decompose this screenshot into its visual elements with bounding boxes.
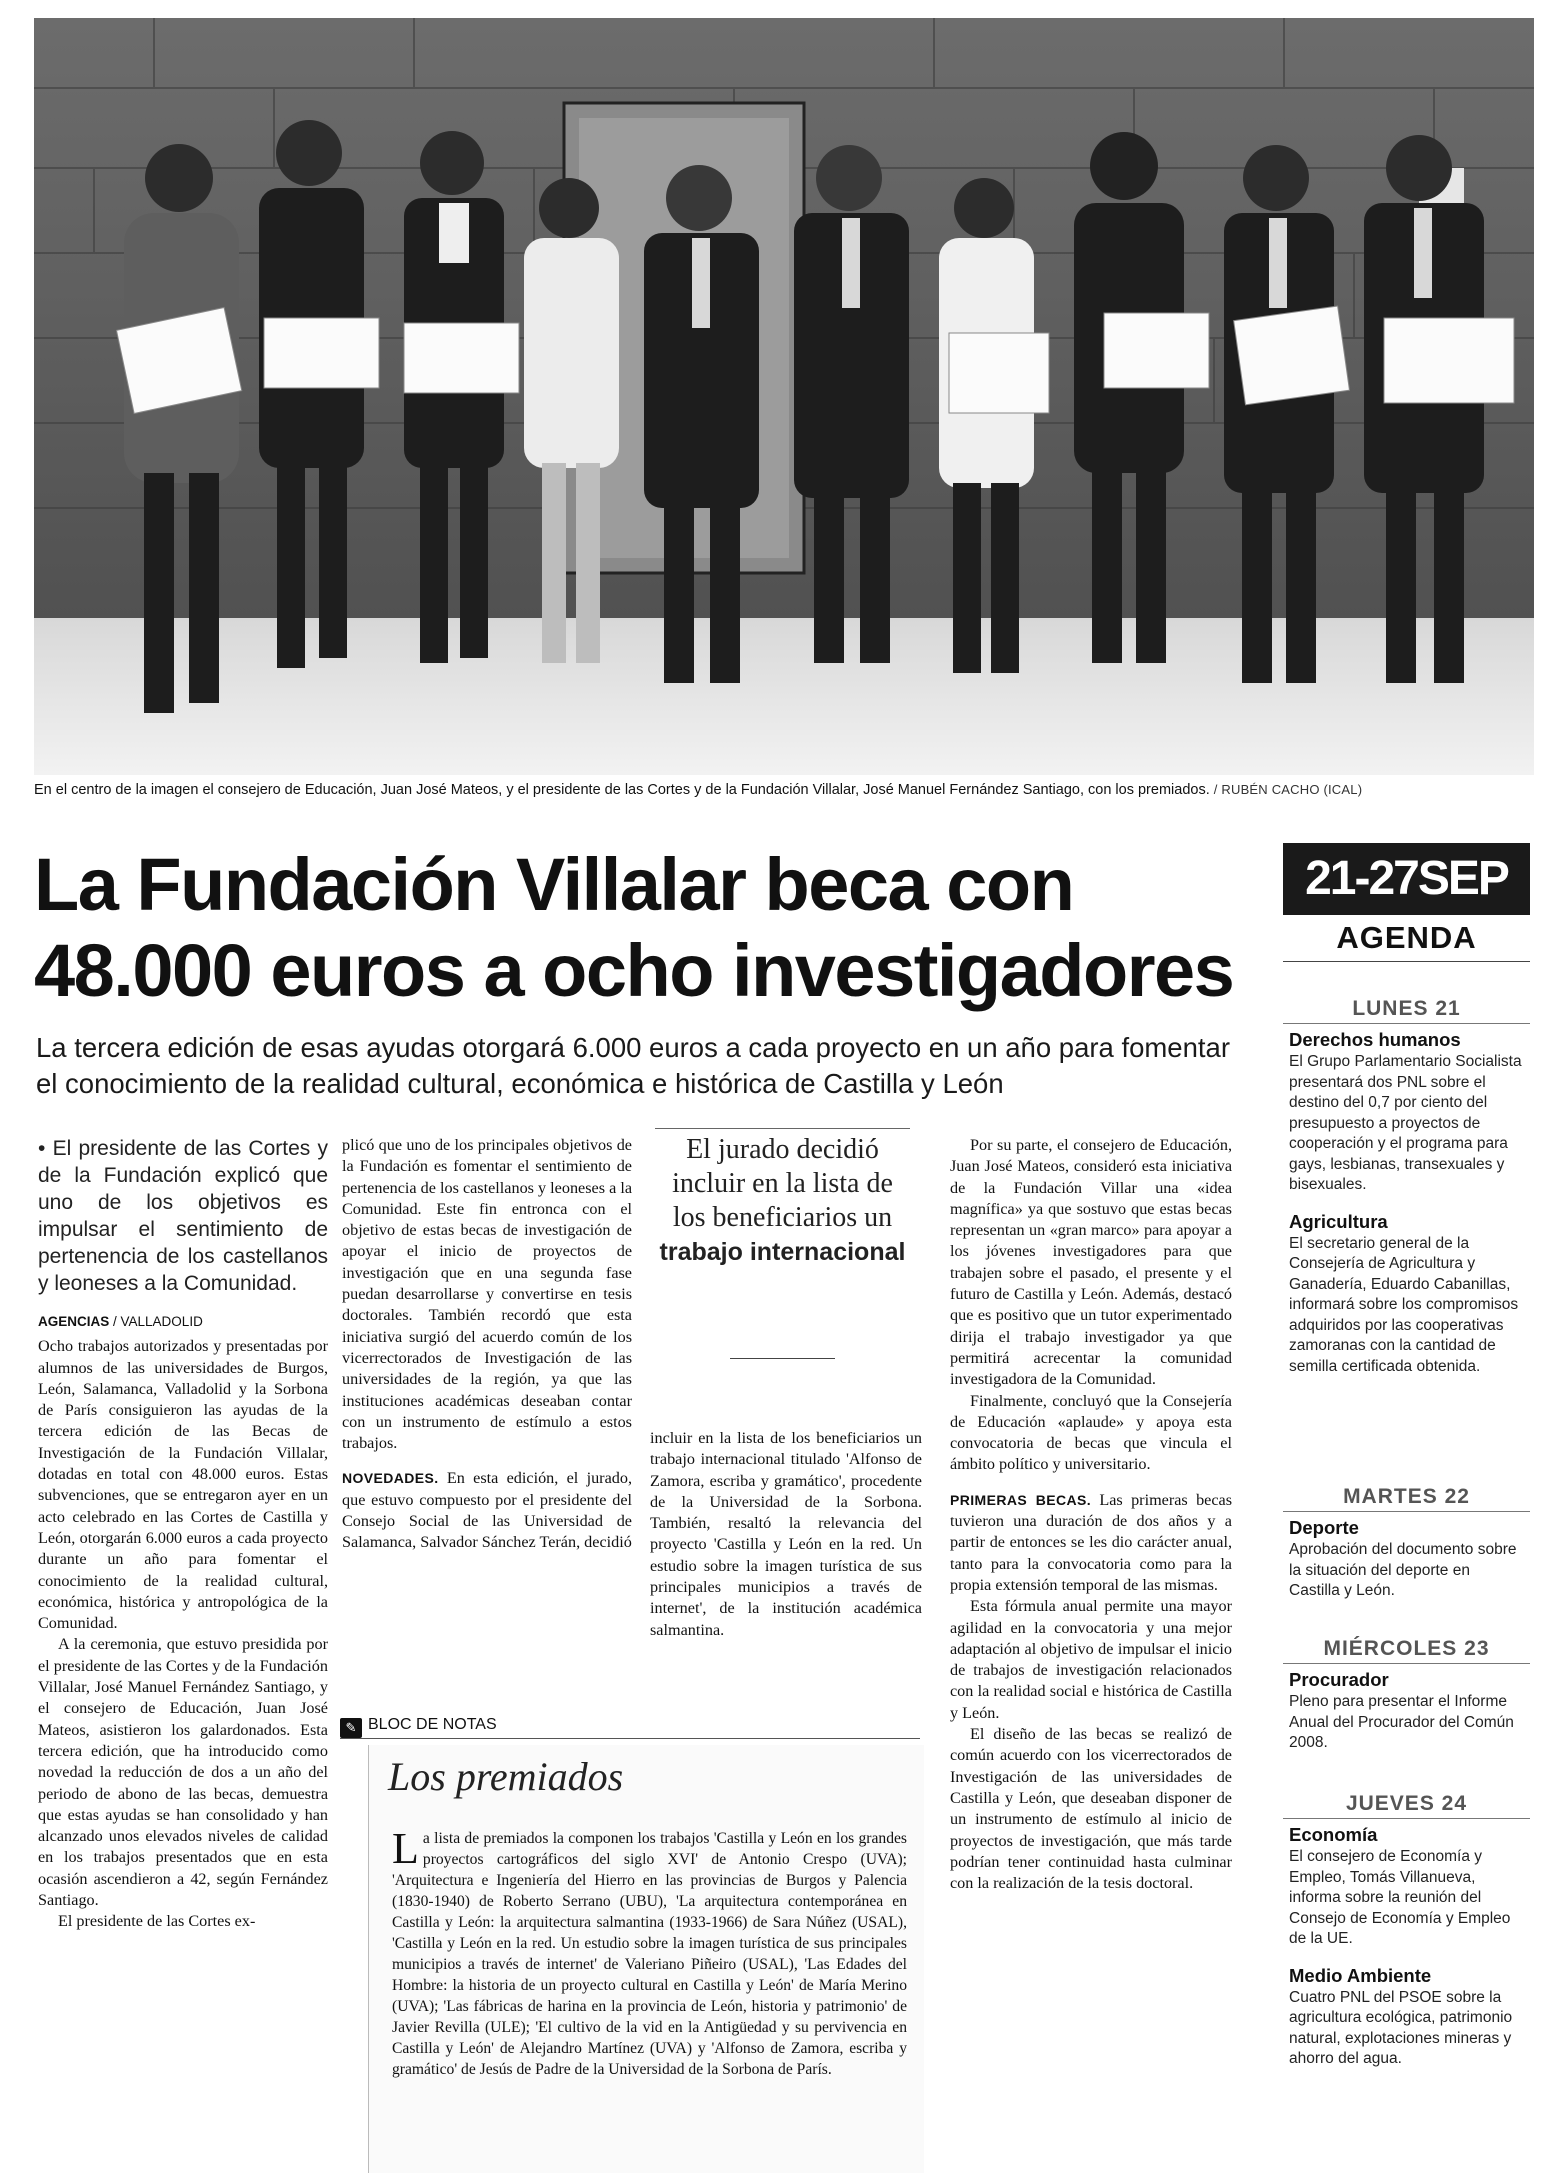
agenda-item-body: El consejero de Economía y Empleo, Tomás Villanueva, informa sobre la reunión del Consejo de Economía y Empleo de la UE. xyxy=(1289,1848,1511,1947)
pullquote-text: El jurado decidió incluir en la lista de los beneficiarios un xyxy=(672,1134,893,1233)
paragraph: El presidente de las Cortes ex- xyxy=(58,1912,256,1931)
agenda-item-heading: Derechos humanos xyxy=(1289,1029,1461,1050)
photo-credit: / RUBÉN CACHO (ICAL) xyxy=(1213,782,1363,797)
agenda-day-martes xyxy=(1283,1483,1530,1602)
paragraph-text: Las primeras becas tuvieron una duración de dos años y a partir de entonces se les dio carácter anual, tanto para la convocatoria como para la propia extensión temporal de las mismas. xyxy=(950,1490,1233,1594)
headline xyxy=(34,842,1264,1014)
section-runin: NOVEDADES. xyxy=(342,1470,439,1487)
agenda-dates: 21-27SEP xyxy=(1283,843,1530,915)
agenda-day-lunes xyxy=(1283,995,1530,1377)
paragraph: El diseño de las becas se realizó de común acuerdo con los vicerrectorados de Investigación de las universidades de Castilla y León, que deseaban disponer de un instrumento de estímulo al inicio de proyectos de investigación, que más tarde podrían tener continuidad hasta culminar con la realización de la tesis doctoral. xyxy=(950,1725,1232,1893)
byline-agency: AGENCIAS xyxy=(38,1314,110,1329)
agenda-item-heading: Economía xyxy=(1289,1824,1378,1845)
agenda-day-label: MIÉRCOLES 23 xyxy=(1283,1635,1530,1664)
agenda-item-heading: Medio Ambiente xyxy=(1289,1964,1432,1986)
bloc-title: Los premiados xyxy=(388,1754,624,1799)
agenda-item-body: El Grupo Parlamentario Socialista presentará dos PNL sobre el destino del 0,7 por ciento del presupuesto a proyectos de cooperación y el programa para gays, lesbianas, transexuales y bisexuales. xyxy=(1289,1053,1522,1193)
paragraph xyxy=(950,1490,1232,1596)
group-photo-illustration xyxy=(34,18,1534,775)
bloc-body: a lista de premiados la componen los trabajos 'Castilla y León en los grandes proyectos cartográficos del siglo XVI' de Antonio Crespo (UVA); 'Arquitectura e Ingeniería del Hierro en las provincias de Burgos y Palencia (1830-1940) de Roberto Serrano (UBU), 'La arquitectura contemporánea en Castilla y León: la arquitectura salmantina (1933-1966) de Sara Núñez (USAL), 'Castilla y León en la red. Un estudio sobre la imagen turística de sus principales municipios a través de internet' de Valeriano Piñeiro (USAL), 'Las Edades del Hombre: la historia de un proyecto cultural en Castilla y León' de María Merino (UVA); 'Las fábricas de harina en la provincia de León, historia y patrimonio' de Javier Revilla (ULE); 'El cultivo de la vid en la Antigüedad y su pervivencia en Castilla y León' de Alejandro Martínez (UVA) y 'Alfonso de Zamora, escriba y gramático' de Jesús de Padre de la Universidad de la Sorbona de París. xyxy=(392,1830,907,2078)
article-column-2 xyxy=(342,1135,632,1554)
bloc-label-text: BLOC DE NOTAS xyxy=(368,1716,497,1733)
paragraph: Esta fórmula anual permite una mayor agilidad en la convocatoria y una mejor adaptación al objetivo de impulsar el inicio de trabajos de investigación relacionados con la realidad social e histórica de Castilla y León. xyxy=(950,1597,1232,1722)
news-photo xyxy=(34,18,1534,775)
pullquote-emphasis: trabajo internacional xyxy=(659,1238,906,1266)
bloc-de-notas-label xyxy=(340,1712,920,1739)
paragraph: Ocho trabajos autorizados y presentadas por alumnos de las universidades de Burgos, León, Salamanca, Valladolid y la Sorbona de París consiguieron las ayudas de la tercera edición de las Becas de Investigación de la Fundación Villalar, dotadas en total con 48.000 euros. Estas subvenciones, que se entregaron ayer en un acto celebrado en las Cortes de Castilla y León, otorgarán 6.000 euros a cada proyecto durante un año para fomentar el conocimiento de la realidad cultural, económica, histórica y antropológica de la Comunidad. xyxy=(38,1337,328,1633)
paragraph xyxy=(342,1468,632,1553)
article-column-3 xyxy=(650,1428,922,1641)
byline xyxy=(38,1311,328,1332)
paragraph: incluir en la lista de los beneficiarios un trabajo internacional titulado 'Alfonso de Zamora, escriba y gramático', procedente de la Universidad de la Sorbona. También, resaltó la relevancia del proyecto 'Castilla y León en la red. Un estudio sobre la imagen turística de sus principales municipios a través de internet', de la institución académica salmantina. xyxy=(650,1429,922,1639)
agenda-title: AGENDA xyxy=(1283,915,1530,962)
agenda-item-body: Pleno para presentar el Informe Anual del Procurador del Común 2008. xyxy=(1289,1693,1514,1751)
article-intro: • El presidente de las Cortes y de la Fundación explicó que uno de los objetivos es impulsar el sentimiento de pertenencia de los castellanos y leoneses a la Comunidad. xyxy=(38,1137,328,1295)
agenda-item-body: Cuatro PNL del PSOE sobre la agricultura ecológica, patrimonio natural, explotaciones mineras y ahorro del agua. xyxy=(1289,1988,1513,2067)
headline-line-1: La Fundación Villalar beca con xyxy=(34,843,1074,926)
pullquote xyxy=(655,1133,910,1269)
agenda-day-jueves xyxy=(1283,1790,1530,2070)
caption-text: En el centro de la imagen el consejero de Educación, Juan José Mateos, y el presidente de las Cortes y de la Fundación Villalar, José Manuel Fernández Santiago, con los premiados. xyxy=(34,782,1210,798)
drop-cap: L xyxy=(392,1824,419,1873)
agenda-day-label: MARTES 22 xyxy=(1283,1483,1530,1512)
pullquote-rule xyxy=(730,1358,835,1359)
agenda-day-label: JUEVES 24 xyxy=(1283,1790,1530,1819)
agenda-item-heading: Procurador xyxy=(1289,1669,1389,1690)
agenda-day-miercoles xyxy=(1283,1635,1530,1754)
agenda-item-body: El secretario general de la Consejería de Agricultura y Ganadería, Eduardo Cabanillas, informará sobre los compromisos adquiridos por las cooperativas zamoranas con la cantidad de semilla certificada obtenida. xyxy=(1289,1234,1519,1375)
article-column-1 xyxy=(38,1135,328,1933)
agenda-item-heading: Agricultura xyxy=(1289,1210,1388,1232)
headline-line-2: 48.000 euros a ocho investigadores xyxy=(34,929,1234,1012)
section-runin: PRIMERAS BECAS. xyxy=(950,1491,1091,1508)
paragraph: Por su parte, el consejero de Educación, Juan José Mateos, consideró esta iniciativa de la Fundación Villar una «idea magnífica» ya que sostuvo que estas becas representan un «gran marco» para apoyar a los jóvenes investigadores para que trabajen sobre el pasado, el presente y el futuro de Castilla y León. Además, destacó que es positivo que un tutor experimentado dirija el trabajo investigador ya que permitirá acrecentar la comunidad investigadora de la Comunidad. xyxy=(950,1136,1232,1389)
subheadline: La tercera edición de esas ayudas otorgará 6.000 euros a cada proyecto en un año para fomentar el conocimiento de la realidad cultural, económica e histórica de Castilla y León xyxy=(36,1032,1230,1099)
article-column-4 xyxy=(950,1135,1232,1894)
photo-caption xyxy=(34,782,1534,798)
bloc-text xyxy=(392,1824,907,2080)
agenda-item-heading: Deporte xyxy=(1289,1517,1359,1538)
pullquote-rule xyxy=(655,1128,910,1129)
agenda-item-body: Aprobación del documento sobre la situación del deporte en Castilla y León. xyxy=(1289,1541,1517,1599)
byline-place: / VALLADOLID xyxy=(113,1314,203,1329)
agenda-day-label: LUNES 21 xyxy=(1283,995,1530,1024)
paragraph-text: En esta edición, el jurado, que estuvo compuesto por el presidente del Consejo Social de las Universidad de Salamanca, Salvador Sánchez Terán, decidió xyxy=(342,1469,632,1552)
paragraph: plicó que uno de los principales objetivos de la Fundación es fomentar el sentimiento de pertenencia de los castellanos y leoneses a la Comunidad. Este fin entronca con el objetivo de estas becas de investigación de apoyar el inicio de proyectos de investigación que en una segunda fase puedan desarrollarse y convertirse en tesis doctorales. También recordó que esta iniciativa surgió del acuerdo común de los vicerrectorados de Investigación de las universidades de la región, ya que las instituciones académicas deseaban contar con un instrumento de estímulo a estos trabajos. xyxy=(342,1136,632,1453)
notepad-icon: ✎ xyxy=(340,1718,362,1738)
paragraph: Finalmente, concluyó que la Consejería de Educación «aplaude» y apoya esta convocatoria de becas que vincula el ámbito político y universitario. xyxy=(950,1391,1232,1474)
paragraph: A la ceremonia, que estuvo presidida por el presidente de las Cortes y de la Fundación Villalar, José Manuel Fernández Santiago, y el consejero de Educación, Juan José Mateos, asistieron los galardonados. Esta tercera edición, que ha introducido como novedad la reducción de dos a un año del periodo de abono de las becas, demuestra que estas ayudas se han consolidado y han alcanzado unos elevados niveles de calidad en los trabajos presentados que en esta ocasión ascendieron a 42, según Fernández Santiago. xyxy=(38,1635,328,1910)
